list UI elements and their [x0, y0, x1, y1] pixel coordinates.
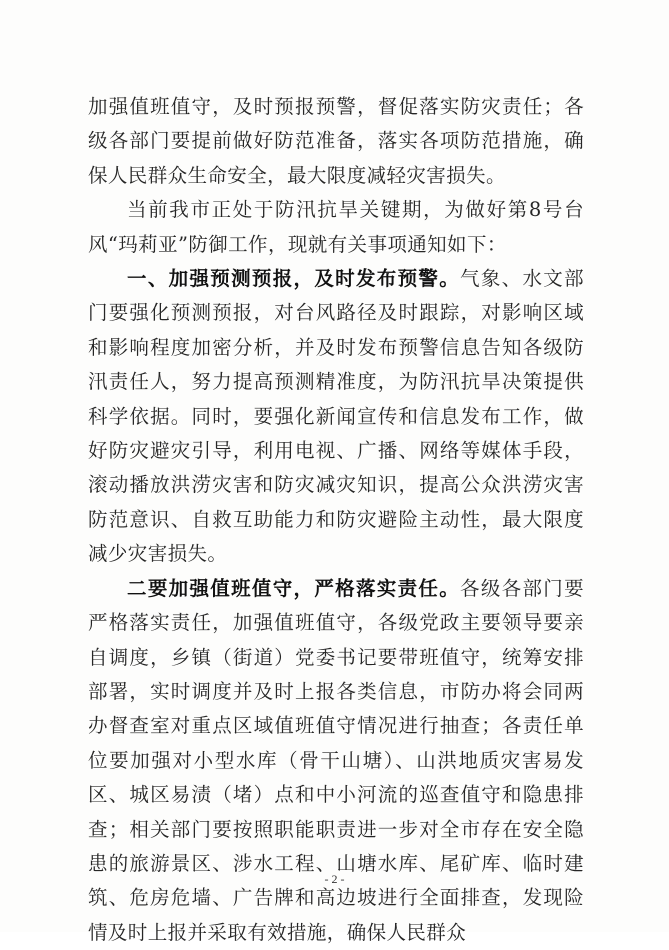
- paragraph-continued: 加强值班值守，及时预报预警，督促落实防灾责任；各级各部门要提前做好防范准备，落实各项防范措施，确保人民群众生命安全，最大限度减轻灾害损失。: [88, 95, 584, 187]
- section-two-body: 各级各部门要严格落实责任，加强值班值守，各级党政主要领导要亲自调度，乡镇（街道）党委书记要带班值守，统筹安排部署，实时调度并及时上报各类信息，市防办将会同两办督查室对重点区域值班值守情况进行抽查；各责任单位要加强对小型水库（骨干山塘）、山洪地质灾害易发区、城区易渍（堵）点和中小河流的巡查值守和隐患排查；相关部门要按照职能职责进一步对全市存在安全隐患的旅游景区、涉水工程、山塘水库、尾矿库、临时建筑、危房危墙、广告牌和高边坡进行全面排查，发现险情及时上报并采取有效措施，确保人民群众: [88, 576, 584, 944]
- section-one-body: 气象、水文部门要强化预测预报，对台风路径及时跟踪，对影响区域和影响程度加密分析，并及时发布预警信息告知各级防汛责任人，努力提高预测精准度，为防汛抗旱决策提供科学依据。同时，要强化新闻宣传和信息发布工作，做好防灾避灾引导，利用电视、广播、网络等媒体手段，滚动播放洪涝灾害和防灾减灾知识，提高公众洪涝灾害防范意识、自救互助能力和防灾避险主动性，最大限度减少灾害损失。: [88, 267, 584, 566]
- document-body: [88, 90, 584, 950]
- paragraph-section-two: [88, 572, 584, 950]
- section-one-heading: 一、加强预测预报，及时发布预警。: [127, 267, 461, 291]
- section-two-heading: 二要加强值班值守，严格落实责任。: [127, 576, 461, 600]
- paragraph-section-one: [88, 262, 584, 572]
- page-number: - 2 -: [324, 872, 345, 886]
- paragraph-intro: 当前我市正处于防汛抗旱关键期，为做好第8号台风“玛莉亚”防御工作，现就有关事项通知如下：: [88, 198, 584, 256]
